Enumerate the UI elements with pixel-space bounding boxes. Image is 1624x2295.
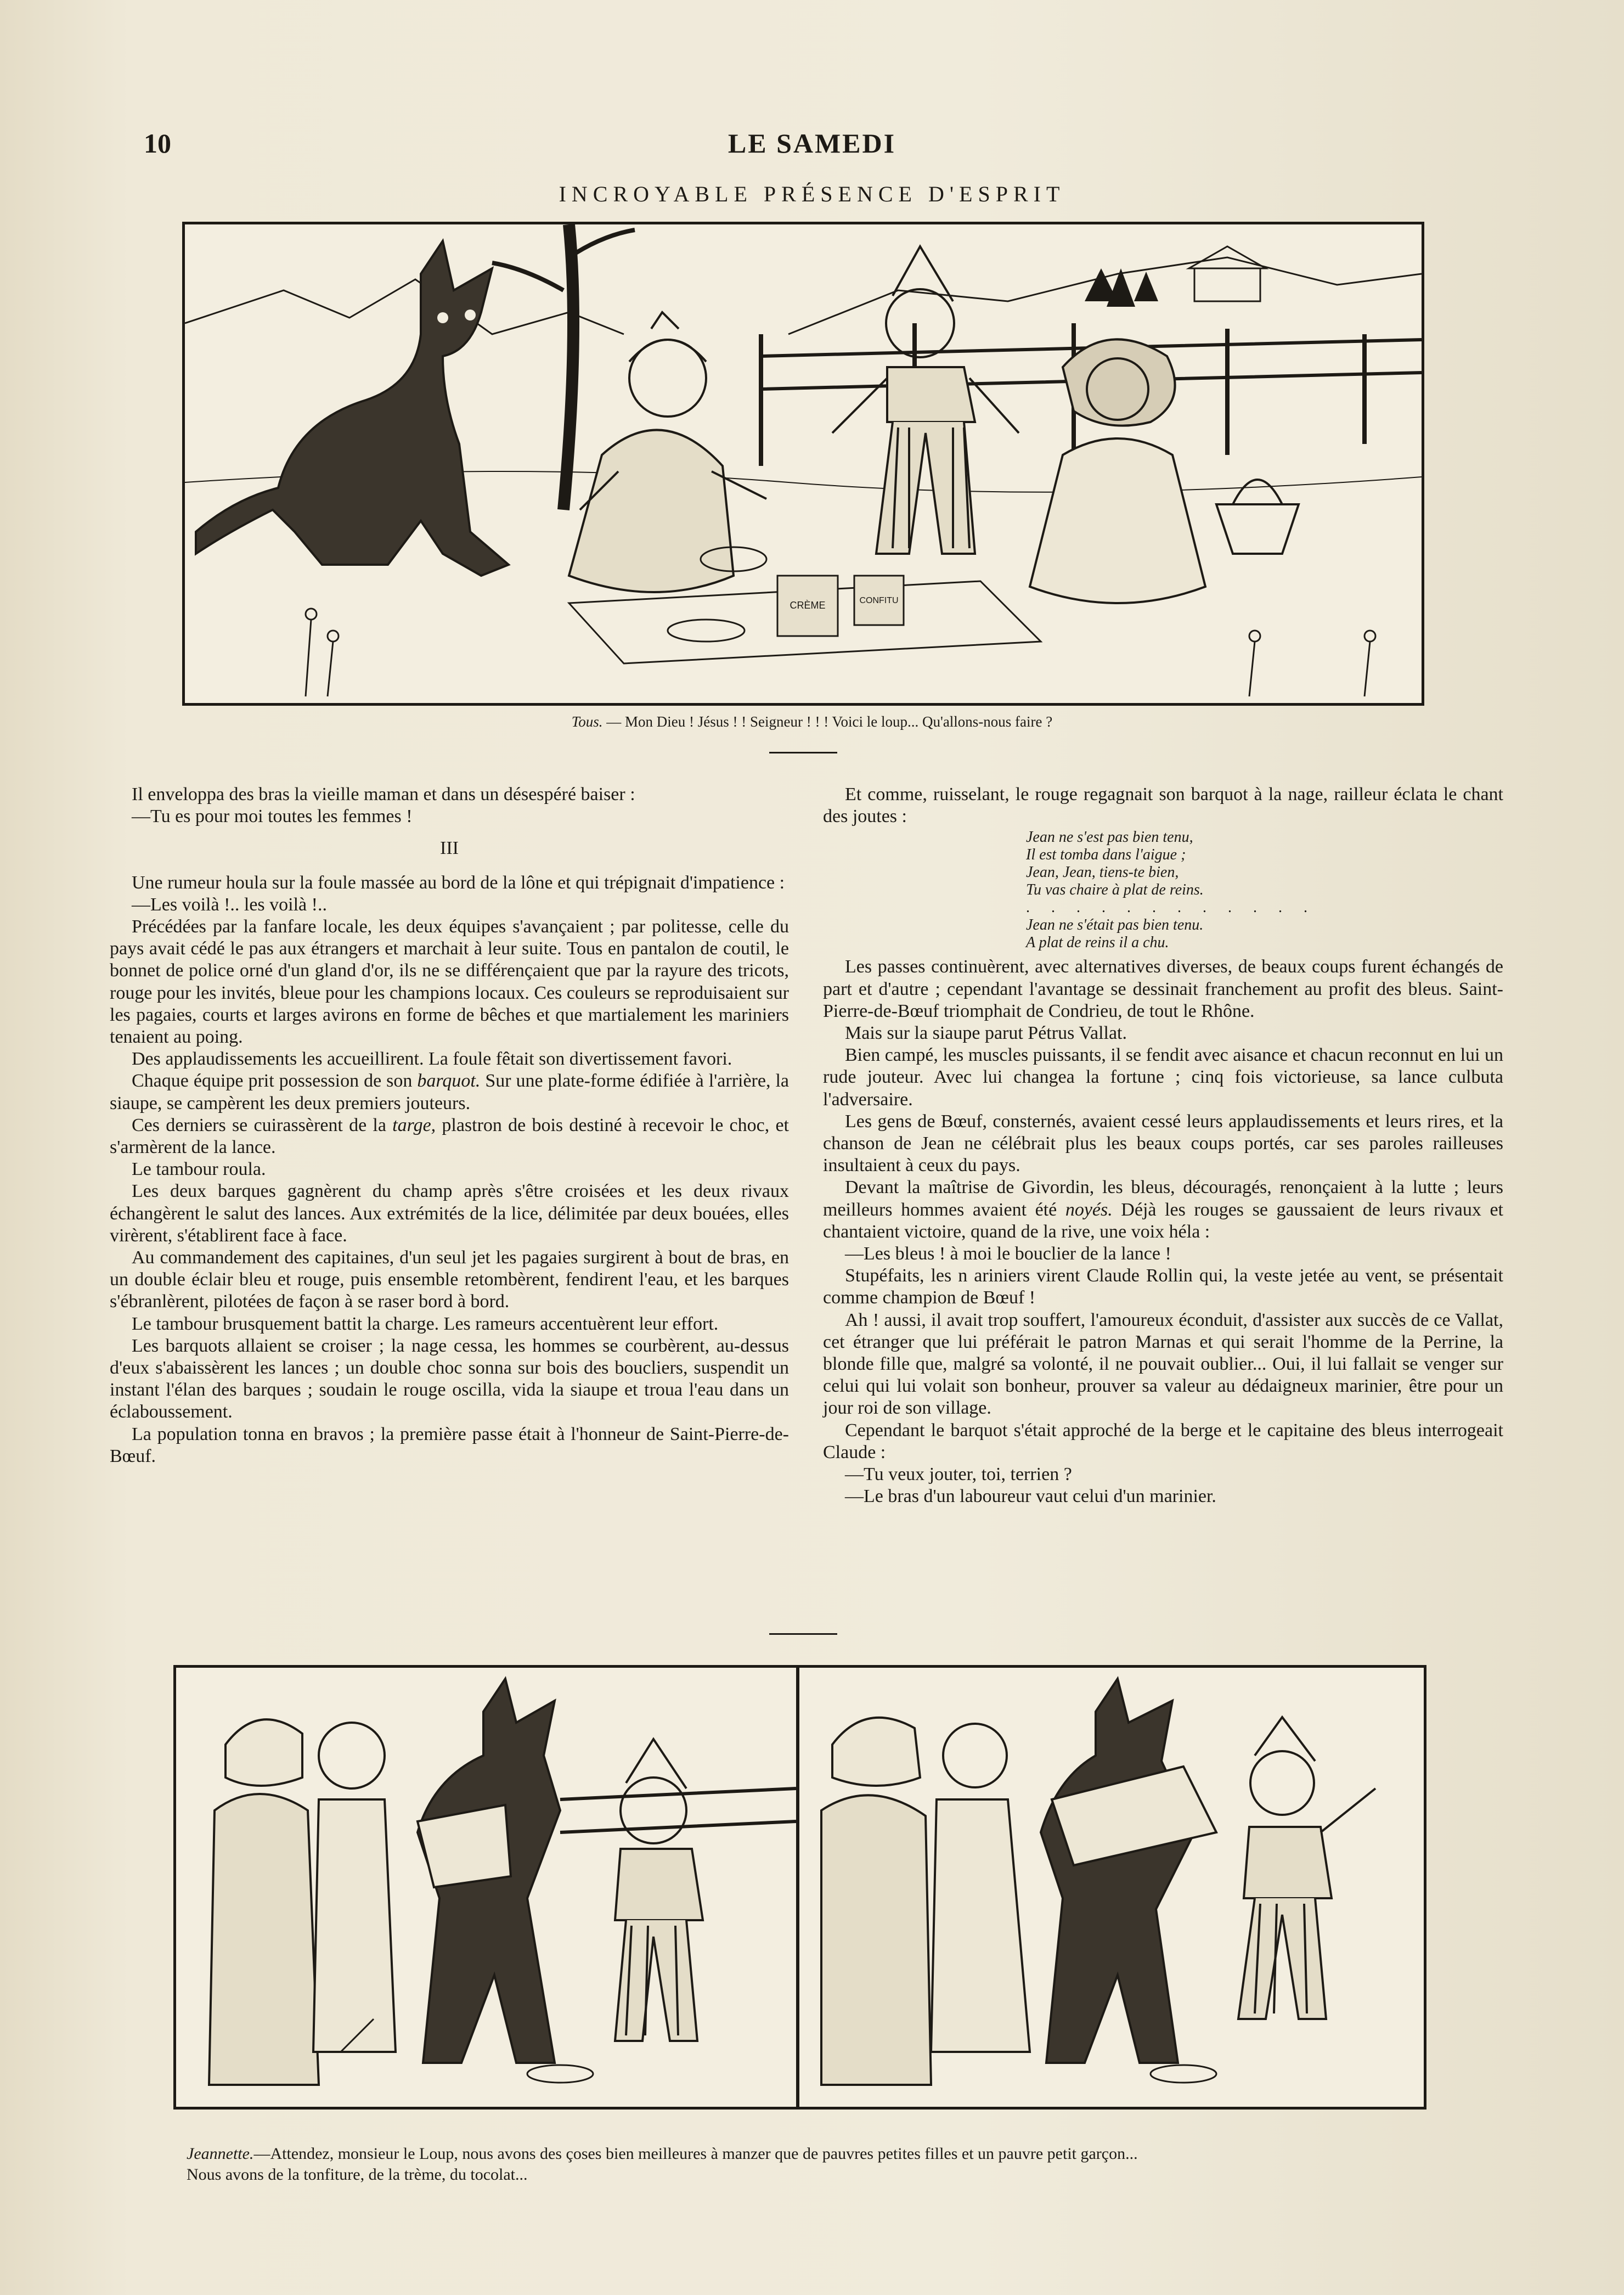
- right-paragraph: [823, 1177, 1503, 1243]
- page-number: 10: [144, 128, 171, 159]
- right-column: [823, 784, 1503, 1508]
- left-paragraph: Précédées par la fanfare locale, les deux équipes s'avançaient ; par politesse, celle du pays avait cédé le pas aux étrangers et marchait à leur suite. Tous en pantalon de coutil, le bonnet de police orné d'un gland d'or, ils ne se différençaient que par la rayure des tricots, rouge pour les invités, bleue pour les champions locaux. Ces couleurs se reproduisaient sur les pagaies, courts et larges avirons en forme de bêches et que martialement les mariniers tenaient au poing.: [110, 916, 789, 1048]
- italic-term: noyés.: [1065, 1199, 1113, 1220]
- text-run: Déjà les rouges se gaussaient de leurs rivaux et chantaient victoire, quand de la rive, une voix héla :: [823, 1199, 1503, 1242]
- right-paragraph: Stupéfaits, les n ariniers virent Claude Rollin qui, la veste jetée au vent, se présentait comme champion de Bœuf !: [823, 1265, 1503, 1308]
- basket-drawing: [1216, 480, 1299, 554]
- top-illustration: [182, 222, 1424, 706]
- song-ellipsis: . . . . . . . . . . . .: [1026, 899, 1316, 916]
- text-run: plastron de bois destiné à recevoir le choc, et s'armèrent de la lance.: [110, 1115, 789, 1158]
- top-caption: [0, 713, 1624, 730]
- boy-figure: [1238, 1717, 1375, 2019]
- italic-term: barquot.: [417, 1071, 481, 1092]
- bottom-illustration-left: [173, 1665, 799, 2110]
- bottom-caption-line: [187, 2144, 1448, 2164]
- text-run: Ces derniers se cuirassèrent de la: [132, 1115, 393, 1135]
- right-paragraph: —Tu veux jouter, toi, terrien ?: [845, 1464, 1072, 1485]
- italic-term: targe,: [392, 1115, 436, 1135]
- bottom-illustration-right: [797, 1665, 1426, 2110]
- right-paragraph: Ah ! aussi, il avait trop souffert, l'amoureux éconduit, d'assister aux succès de ce Vallat, cet étranger que lui préférait le patron Marnas et qui serait l'homme de la Perrine, la blonde fille que, malgré sa volonté, il ne pouvait oublier... Oui, il lui fallait se venger sur celui qui lui volait son bonheur, prouver sa valeur au dédaigneux marinier, être pour un jour roi de son village.: [823, 1309, 1503, 1419]
- text-run: Chaque équipe prit possession de son: [132, 1071, 418, 1092]
- bottom-caption-line: Nous avons de la tonfiture, de la trème, du tocolat...: [187, 2165, 528, 2184]
- picnic-wolf-drawing: [185, 224, 1422, 703]
- joust-song: [1026, 829, 1503, 952]
- song-line: Jean ne s'était pas bien tenu.: [1026, 916, 1204, 934]
- text-run: Devant la maîtrise de Givordin, les bleus, découragés, renonçaient à la lutte ; leurs meilleurs hommes avaient été: [823, 1177, 1503, 1220]
- right-paragraph: —Les bleus ! à moi le bouclier de la lance !: [845, 1244, 1171, 1264]
- top-caption-speaker: Tous.: [571, 713, 603, 730]
- left-column: [110, 784, 789, 1467]
- separator-rule-top: [769, 752, 837, 753]
- right-paragraph: Et comme, ruisselant, le rouge regagnait son barquot à la nage, railleur éclata le chant des joutes :: [823, 784, 1503, 827]
- song-line: Jean, Jean, tiens-te bien,: [1026, 864, 1179, 881]
- right-paragraph: Mais sur la siaupe parut Pétrus Vallat.: [845, 1023, 1127, 1044]
- right-paragraph: Bien campé, les muscles puissants, il se fendit avec aisance et chacun reconnut en lui un rude jouteur. Avec lui changea la fortune ; cinq fois victorieuse, sa lance culbuta l'adversaire.: [823, 1045, 1503, 1110]
- left-paragraph: Les barquots allaient se croiser ; la nage cessa, les hommes se courbèrent, au-dessus d'eux s'abaissèrent les lances ; un double choc sonna sur bois des boucliers, suspendit un instant l'élan des barques ; soudain le rouge oscilla, vida la siaupe et troua l'eau dans un éclaboussement.: [110, 1335, 789, 1422]
- left-paragraph: —Les voilà !.. les voilà !..: [132, 894, 327, 915]
- right-paragraph: Les gens de Bœuf, consternés, avaient cessé leurs applaudissements et leurs rires, et la chanson de Jean ne célébrait plus les beaux coups portés, car ses paroles railleuses insultaient à ceux du pays.: [823, 1111, 1503, 1176]
- left-paragraph: [110, 1070, 789, 1114]
- can-label-jam: CONFITU: [859, 596, 899, 605]
- top-caption-text: — Mon Dieu ! Jésus ! ! Seigneur ! ! ! Voici le loup... Qu'allons-nous faire ?: [602, 713, 1053, 730]
- children-offer-wolf-drawing: [176, 1668, 796, 2107]
- bottom-caption-speaker: Jeannette.: [187, 2145, 254, 2163]
- left-paragraph: Les deux barques gagnèrent du champ après s'être croisées et les deux rivaux échangèrent le salut des lances. Aux extrémités de la lice, délimitée par deux bouées, elles virèrent, s'établirent face à face.: [110, 1181, 789, 1246]
- bottom-caption: [187, 2144, 1448, 2185]
- right-paragraph: Cependant le barquot s'était approché de la berge et le capitaine des bleus interrogeait Claude :: [823, 1420, 1503, 1463]
- left-paragraph: [110, 1115, 789, 1158]
- left-paragraph: Au commandement des capitaines, d'un seul jet les pagaies surgirent à bout de bras, en un double éclair bleu et rouge, puis ensemble retombèrent, fendirent l'eau, et les barques s'ébranlèrent, pilotées de façon à se raser bord à bord.: [110, 1247, 789, 1312]
- girl-figure-left: [569, 312, 766, 592]
- right-paragraph: —Le bras d'un laboureur vaut celui d'un marinier.: [845, 1486, 1216, 1507]
- left-paragraph: Il enveloppa des bras la vieille maman et dans un désespéré baiser :: [132, 784, 635, 805]
- left-paragraph: Le tambour roula.: [132, 1159, 266, 1180]
- song-line: Tu vas chaire à plat de reins.: [1026, 881, 1204, 899]
- left-paragraph: La population tonna en bravos ; la première passe était à l'honneur de Saint-Pierre-de-Bœuf.: [110, 1424, 789, 1466]
- wolf-figure: [196, 241, 509, 576]
- right-paragraph: Les passes continuèrent, avec alternatives diverses, de beaux coups furent échangés de part et d'autre ; cependant l'avantage se dessinait franchement au profit des bleus. Saint-Pierre-de-Bœuf triomphait de Condrieu, de tout le Rhône.: [823, 957, 1503, 1021]
- cartoon-title: INCROYABLE PRÉSENCE D'ESPRIT: [559, 182, 1065, 206]
- left-paragraph: —Tu es pour moi toutes les femmes !: [132, 806, 413, 827]
- journal-title: LE SAMEDI: [728, 128, 896, 159]
- wolf-figure: [418, 1679, 560, 2063]
- left-paragraph: Des applaudissements les accueillirent. La foule fêtait son divertissement favori.: [132, 1049, 732, 1070]
- song-line: Jean ne s'est pas bien tenu,: [1026, 829, 1193, 846]
- bottom-caption-text: —Attendez, monsieur le Loup, nous avons des çoses bien meilleures à manzer que de pauvres petites filles et un pauvre petit garçon...: [253, 2145, 1138, 2163]
- children-feed-wolf-drawing: [799, 1668, 1424, 2107]
- left-paragraph: Le tambour brusquement battit la charge. Les rameurs accentuèrent leur effort.: [132, 1313, 719, 1334]
- can-label-cream: CRÈME: [790, 600, 826, 611]
- boy-figure: [615, 1739, 703, 2041]
- separator-rule-bottom: [769, 1633, 837, 1635]
- section-number: III: [440, 838, 459, 859]
- text-run: Sur une plate-forme édifiée à l'arrière, la siaupe, se campèrent les deux premiers jouteurs.: [110, 1071, 789, 1113]
- song-line: A plat de reins il a chu.: [1026, 934, 1169, 952]
- song-line: Il est tomba dans l'aigue ;: [1026, 846, 1186, 864]
- left-paragraph: Une rumeur houla sur la foule massée au bord de la lône et qui trépignait d'impatience :: [132, 872, 785, 893]
- wolf-figure: [1041, 1679, 1216, 2063]
